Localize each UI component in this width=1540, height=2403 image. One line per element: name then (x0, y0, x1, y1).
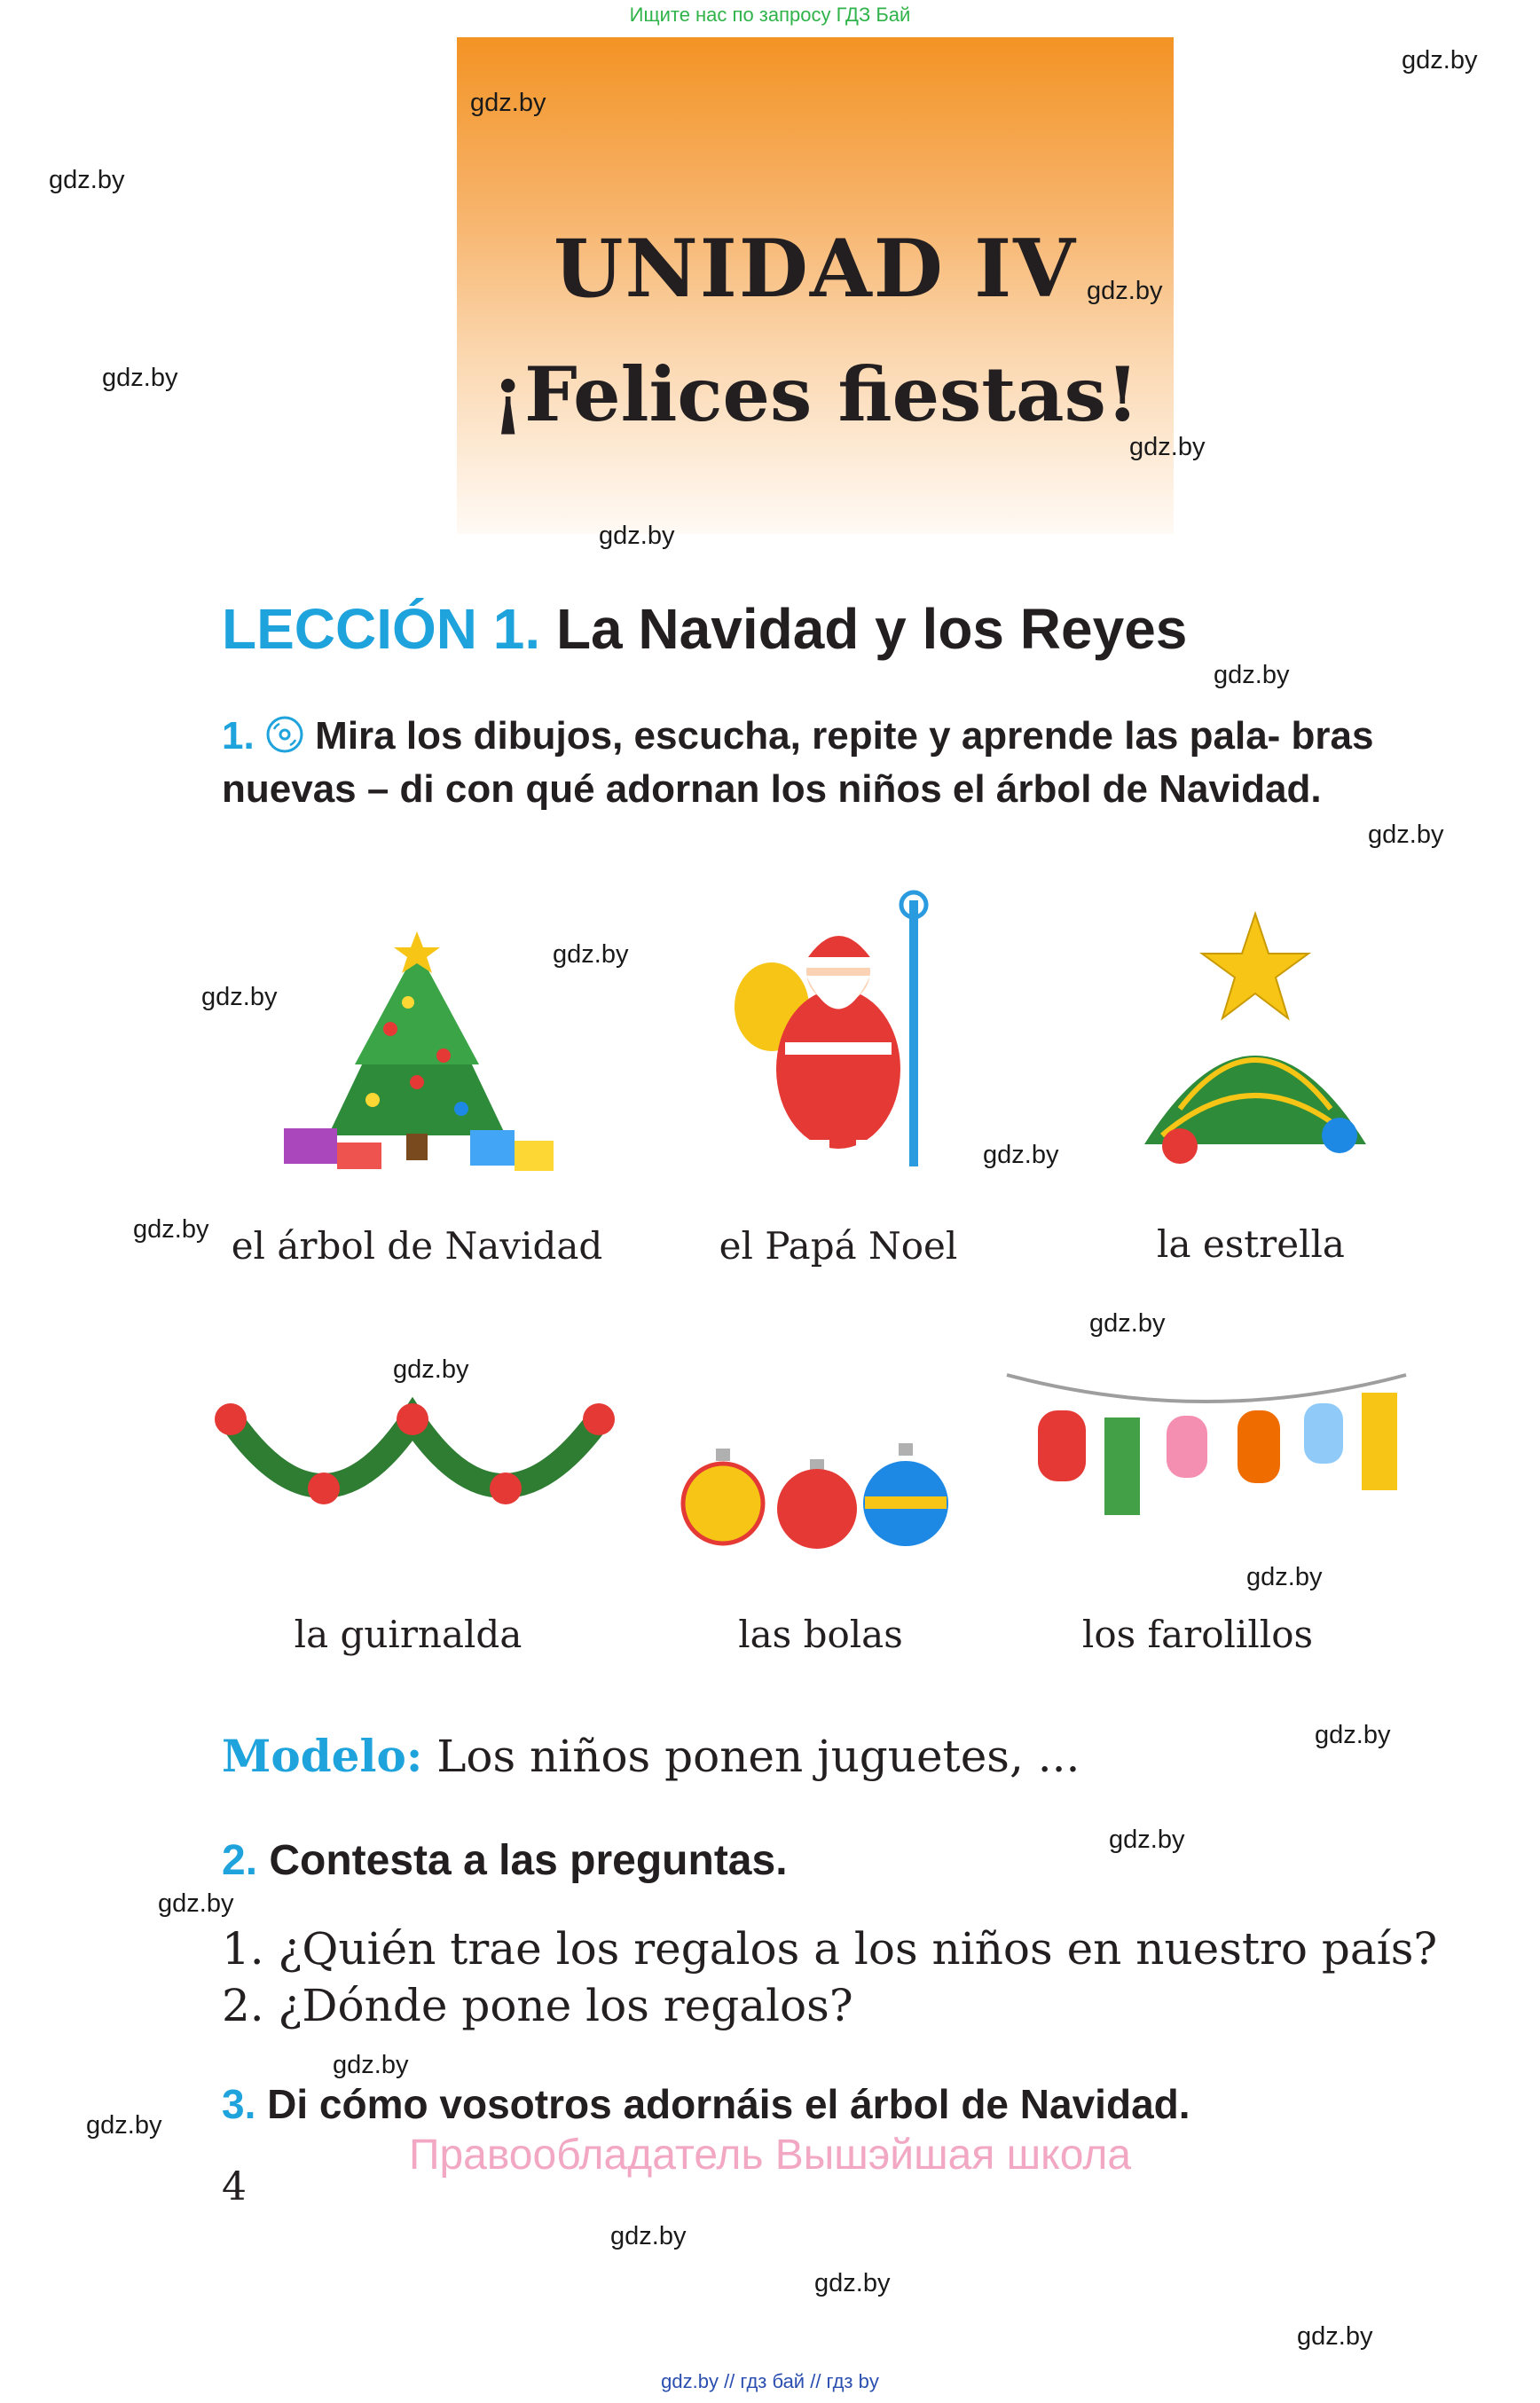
star-treetop-icon (1127, 914, 1384, 1180)
unit-subtitle: ¡Felices fiestas! (491, 350, 1139, 438)
watermark: gdz.by (814, 2269, 891, 2297)
watermark: gdz.by (201, 983, 278, 1011)
modelo-text: Los niños ponen juguetes, ... (436, 1731, 1080, 1782)
caption-christmas-tree: el árbol de Navidad (231, 1224, 603, 1268)
watermark: gdz.by (86, 2111, 162, 2140)
footer-links[interactable]: gdz.by // гдз бай // гдз by (661, 2370, 879, 2392)
exercise-2 (222, 1836, 788, 1885)
watermark: gdz.by (1089, 1309, 1166, 1338)
caption-santa-claus: el Papá Noel (719, 1224, 958, 1268)
watermark: gdz.by (470, 89, 546, 117)
caption-star: la estrella (1157, 1222, 1345, 1266)
rights-notice: Правообладатель Вышэйшая школа (408, 2132, 1132, 2179)
watermark: gdz.by (983, 1141, 1059, 1169)
exercise-3-text: Di cómo vosotros adornáis el árbol de Navidad. (267, 2081, 1190, 2127)
lesson-number: LECCIÓN 1. (222, 597, 541, 661)
exercise-3 (222, 2080, 1190, 2128)
lesson-heading (222, 596, 1187, 662)
watermark: gdz.by (599, 522, 675, 550)
top-search-note: Ищите нас по запросу ГДЗ Бай (629, 4, 911, 26)
caption-garland: la guirnalda (294, 1613, 522, 1656)
watermark: gdz.by (1246, 1563, 1323, 1591)
page-number: 4 (222, 2164, 247, 2210)
audio-disc-icon (265, 715, 304, 754)
question-2-number: 2. (222, 1980, 264, 2031)
santa-claus-icon (732, 891, 945, 1175)
exercise-1 (222, 710, 1419, 816)
watermark: gdz.by (1402, 46, 1478, 75)
caption-lanterns: los farolillos (1081, 1613, 1314, 1656)
question-1-text: ¿Quién trae los regalos a los niños en nuestro país? (278, 1923, 1438, 1975)
paper-lanterns-icon (1002, 1357, 1410, 1552)
unit-title: UNIDAD IV (553, 222, 1078, 316)
watermark: gdz.by (1087, 277, 1163, 305)
modelo-label: Modelo: (222, 1730, 423, 1782)
watermark: gdz.by (610, 2222, 687, 2250)
question-2 (222, 1980, 853, 2031)
watermark: gdz.by (553, 940, 629, 969)
ornament-balls-icon (679, 1441, 954, 1552)
exercise-2-text: Contesta a las preguntas. (269, 1837, 788, 1884)
exercise-3-number: 3. (222, 2081, 256, 2127)
modelo-line (222, 1730, 1080, 1782)
watermark: gdz.by (333, 2051, 409, 2079)
exercise-1-text: Mira los dibujos, escucha, repite y aprende las pala- bras nuevas – di con qué adornan los niños el árbol de Navidad. (222, 714, 1374, 811)
question-1-number: 1. (222, 1923, 264, 1975)
christmas-tree-icon (275, 931, 559, 1180)
exercise-2-number: 2. (222, 1837, 258, 1884)
question-2-text: ¿Dónde pone los regalos? (278, 1980, 853, 2031)
watermark: gdz.by (1109, 1826, 1185, 1854)
watermark: gdz.by (1214, 661, 1290, 689)
lesson-title: La Navidad y los Reyes (555, 597, 1188, 661)
watermark: gdz.by (133, 1215, 209, 1244)
exercise-1-number: 1. (222, 714, 255, 758)
watermark: gdz.by (393, 1355, 469, 1384)
watermark: gdz.by (1315, 1721, 1391, 1749)
watermark: gdz.by (1129, 433, 1206, 461)
watermark: gdz.by (102, 364, 178, 392)
watermark: gdz.by (158, 1889, 234, 1918)
watermark: gdz.by (49, 166, 125, 194)
garland-icon (217, 1402, 617, 1552)
watermark: gdz.by (1297, 2322, 1373, 2351)
question-1 (222, 1923, 1437, 1975)
watermark: gdz.by (1368, 821, 1444, 849)
caption-balls: las bolas (738, 1613, 903, 1656)
